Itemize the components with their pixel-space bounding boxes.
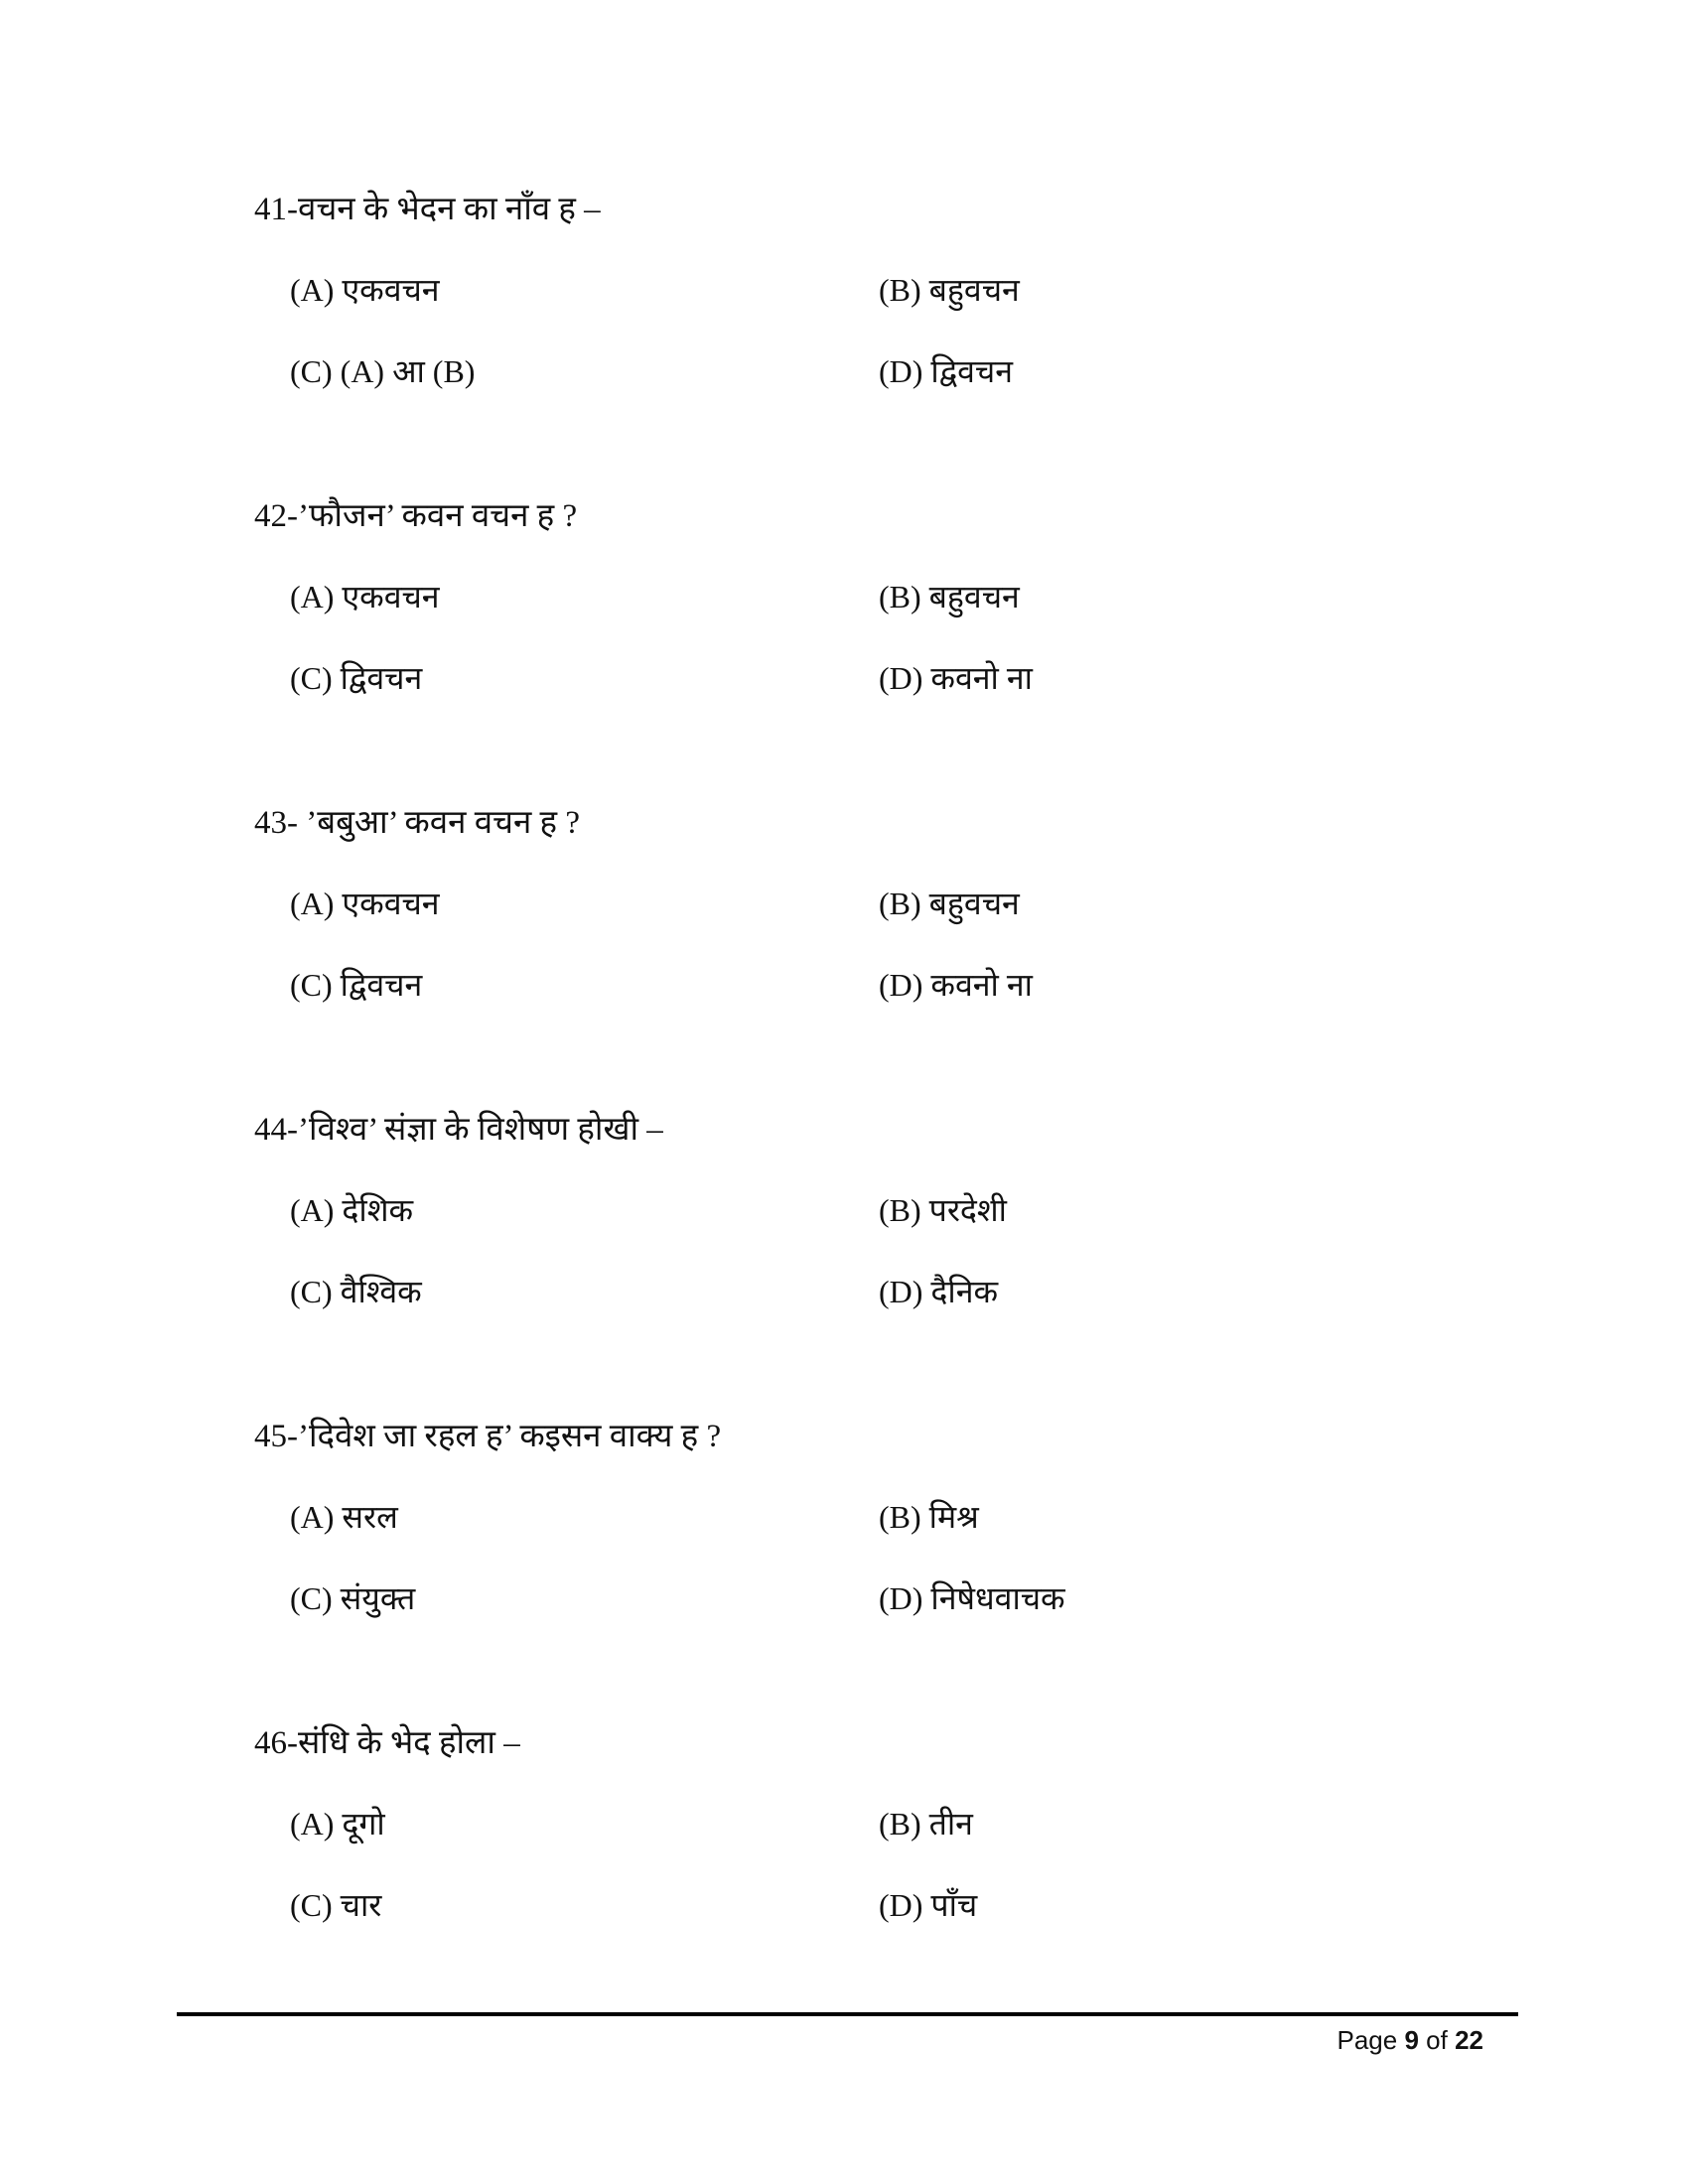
question-text: 42-’फौजन’ कवन वचन ह ? (254, 498, 578, 534)
answer-option-b: (B) तीन (879, 1806, 973, 1842)
question-text: 41-वचन के भेदन का नाँव ह – (254, 192, 601, 227)
page-label: Page (1336, 2025, 1398, 2055)
answer-option-d: (D) कवनो ना (879, 967, 1033, 1003)
answer-option-c: (C) वैश्विक (290, 1274, 422, 1309)
answer-option-b: (B) परदेशी (879, 1192, 1007, 1228)
answer-option-d: (D) पाँच (879, 1887, 978, 1923)
answer-option-a: (A) एकवचन (290, 272, 440, 308)
answer-option-b: (B) बहुवचन (879, 272, 1020, 308)
answer-option-b: (B) मिश्र (879, 1499, 979, 1535)
answer-option-c: (C) (A) आ (B) (290, 353, 476, 389)
answer-option-c: (C) संयुक्त (290, 1580, 416, 1616)
answer-option-a: (A) एकवचन (290, 886, 440, 921)
answer-option-c: (C) द्विवचन (290, 967, 423, 1003)
answer-option-d: (D) कवनो ना (879, 660, 1033, 696)
answer-option-a: (A) सरल (290, 1499, 398, 1535)
question-text: 46-संधि के भेद होला – (254, 1725, 520, 1761)
page-number (1336, 2025, 1483, 2056)
answer-option-a: (A) एकवचन (290, 579, 440, 614)
answer-option-d: (D) दैनिक (879, 1274, 999, 1309)
question-text: 45-’दिवेश जा रहल ह’ कइसन वाक्य ह ? (254, 1419, 722, 1454)
answer-option-b: (B) बहुवचन (879, 886, 1020, 921)
answer-option-d: (D) द्विवचन (879, 353, 1013, 389)
answer-option-a: (A) दूगो (290, 1806, 385, 1842)
answer-option-d: (D) निषेधवाचक (879, 1580, 1065, 1616)
answer-option-c: (C) द्विवचन (290, 660, 423, 696)
footer-divider (177, 2012, 1518, 2016)
answer-option-b: (B) बहुवचन (879, 579, 1020, 614)
current-page: 9 (1404, 2025, 1419, 2055)
answer-option-a: (A) देशिक (290, 1192, 414, 1228)
of-label: of (1426, 2025, 1448, 2055)
total-pages: 22 (1455, 2025, 1483, 2055)
answer-option-c: (C) चार (290, 1887, 382, 1923)
question-text: 44-’विश्व’ संज्ञा के विशेषण होखी – (254, 1112, 663, 1148)
question-text: 43- ’बबुआ’ कवन वचन ह ? (254, 805, 580, 841)
